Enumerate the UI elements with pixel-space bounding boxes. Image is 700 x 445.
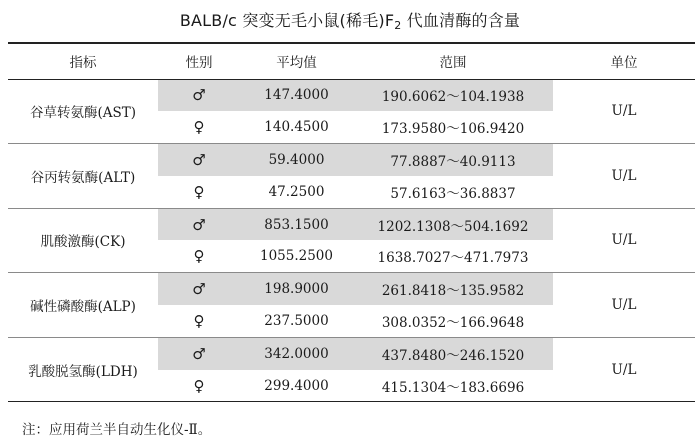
mean-cell: 198.9000 [240,273,353,305]
indicator-cell: 碱性磷酸酶(ALP) [8,273,158,338]
unit-cell: U/L [553,79,695,144]
table-row [8,144,695,176]
mean-cell: 47.2500 [240,176,353,208]
table-footnote: 注：应用荷兰半自动生化仪-Ⅱ。 [22,422,212,438]
mean-cell: 299.4000 [240,370,353,402]
range-cell: 57.6163～36.8837 [353,176,553,208]
mean-cell: 853.1500 [240,208,353,240]
table-title: BALB/c 突变无毛小鼠(稀毛)$F_2$ 代血清酶的含量 [179,11,521,32]
indicator-cell: 肌酸激酶(CK) [8,208,158,273]
table-row [8,79,695,111]
header-indicator: 指标 [8,43,158,79]
range-cell: 415.1304～183.6696 [353,370,553,402]
header-unit: 单位 [553,43,695,79]
unit-cell: U/L [553,337,695,402]
table-row [8,273,695,305]
indicator-cell: 谷丙转氨酶(ALT) [8,144,158,209]
range-cell: 437.8480～246.1520 [353,337,553,369]
female-symbol: ♀ [158,305,240,337]
mean-cell: 237.5000 [240,305,353,337]
range-cell: 261.8418～135.9582 [353,273,553,305]
range-cell: 1638.7027～471.7973 [353,240,553,272]
indicator-cell: 乳酸脱氢酶(LDH) [8,337,158,402]
male-symbol: ♂ [158,79,240,111]
range-cell: 77.8887～40.9113 [353,144,553,176]
mean-cell: 1055.2500 [240,240,353,272]
male-symbol: ♂ [158,337,240,369]
header-mean: 平均值 [240,43,353,79]
mean-cell: 140.4500 [240,111,353,143]
mean-cell: 59.4000 [240,144,353,176]
header-row [8,43,695,79]
unit-cell: U/L [553,208,695,273]
range-cell: 1202.1308～504.1692 [353,208,553,240]
table-row [8,337,695,369]
range-cell: 308.0352～166.9648 [353,305,553,337]
female-symbol: ♀ [158,176,240,208]
indicator-cell: 谷草转氨酶(AST) [8,79,158,144]
male-symbol: ♂ [158,144,240,176]
header-range: 范围 [353,43,553,79]
mean-cell: 342.0000 [240,337,353,369]
range-cell: 190.6062～104.1938 [353,79,553,111]
unit-cell: U/L [553,144,695,209]
range-cell: 173.9580～106.9420 [353,111,553,143]
serum-enzyme-table [8,42,695,402]
table-row [8,208,695,240]
male-symbol: ♂ [158,273,240,305]
mean-cell: 147.4000 [240,79,353,111]
unit-cell: U/L [553,273,695,338]
male-symbol: ♂ [158,208,240,240]
female-symbol: ♀ [158,240,240,272]
header-sex: 性别 [158,43,240,79]
female-symbol: ♀ [158,111,240,143]
female-symbol: ♀ [158,370,240,402]
